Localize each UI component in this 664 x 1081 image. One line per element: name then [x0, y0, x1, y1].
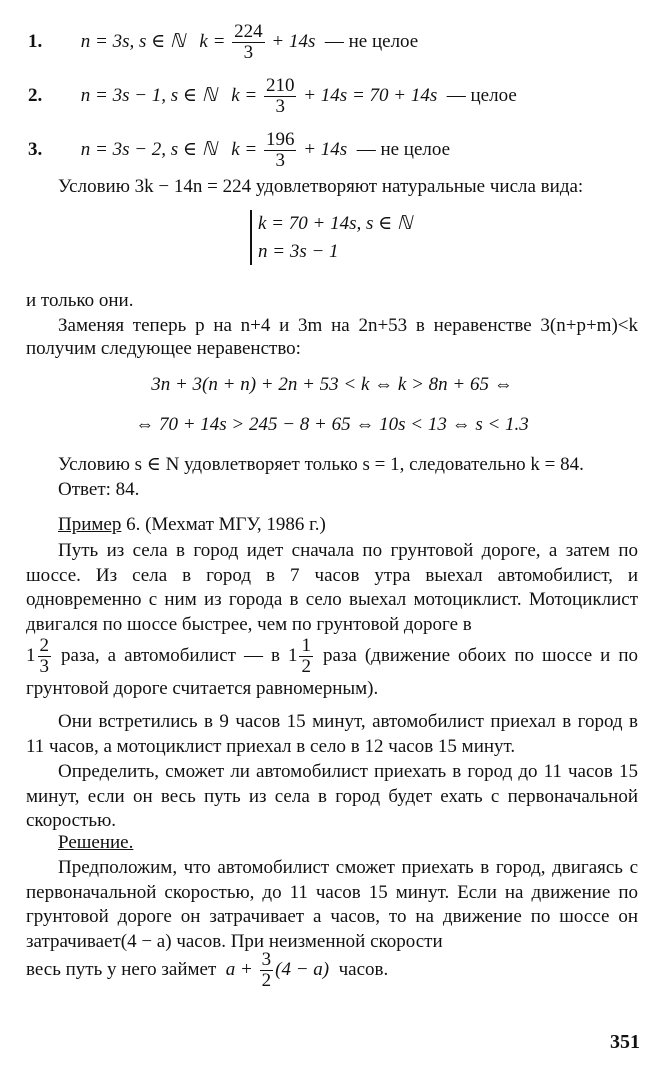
- case-1: [28, 22, 418, 63]
- case-number: 3.: [28, 138, 43, 160]
- problem-text-b: раза, а автомобилист — в: [61, 644, 280, 666]
- solution-paragraph: Предположим, что автомобилист сможет приехать в город, двигаясь с первоначальной скоростью, до 11 часов 15 минут. Если на движение по грунтовой дороге он затрачивает a часов, то на движение по шоссе он затрачивает(4 − a) часов. При неизменной скорости: [26, 857, 638, 953]
- case-2: [28, 76, 517, 117]
- problem-paragraph-1-cont: [26, 636, 638, 702]
- only-them-text: и только они.: [26, 290, 134, 311]
- condition-s: Условию s ∈ N удовлетворяет только s = 1, следовательно k = 84.: [58, 454, 584, 475]
- case-number: 1.: [28, 30, 43, 52]
- last-a: a +: [225, 958, 253, 980]
- k-label: k =: [231, 84, 258, 106]
- fraction-three-halves: $\frac{3}{2}$: [261, 949, 272, 991]
- last-text: весь путь у него займет: [26, 958, 217, 980]
- example-label: Пример: [58, 514, 122, 535]
- case-condition: n = 3s − 2, s ∈ ℕ: [80, 138, 217, 160]
- problem-paragraph-3: Определить, сможет ли автомобилист приехать в город до 11 часов 15 минут, если он весь путь из села в город будет ехать с первоначальной скоростью.: [26, 761, 638, 832]
- case-condition: n = 3s − 1, s ∈ ℕ: [80, 84, 217, 106]
- equation-system: [250, 210, 412, 265]
- last-paren: (4 − a): [275, 958, 330, 980]
- problem-text-c: раза (движение обоих по шоссе и по грунтовой дороге считается равномерным).: [26, 644, 639, 699]
- k-tail: + 14s: [271, 30, 316, 52]
- inequality-2: ⇔ 70 + 14s > 245 − 8 + 65 ⇔ 10s < 13 ⇔ s < 1.3: [135, 414, 529, 435]
- solution-last-line: [26, 950, 638, 991]
- mixed-number-2: 1 $\frac{1}{2}$: [287, 635, 311, 677]
- k-label: k =: [231, 138, 258, 160]
- solution-label: Решение.: [58, 832, 134, 853]
- fraction: $\frac{210}{3}$: [265, 75, 295, 117]
- case-condition: n = 3s, s ∈ ℕ: [80, 30, 186, 52]
- solution-heading: [26, 832, 638, 855]
- inequality-1: 3n + 3(n + n) + 2n + 53 < k ⇔ k > 8n + 65 ⇔: [151, 374, 513, 395]
- problem-paragraph-2: Они встретились в 9 часов 15 минут, автомобилист приехал в город в 11 часов, а мотоциклист приехал в село в 12 часов 15 минут.: [26, 711, 638, 757]
- mixed-number-1: 1 $\frac{2}{3}$: [26, 635, 49, 677]
- problem-paragraph-1: [26, 539, 638, 638]
- k-label: k =: [199, 30, 226, 52]
- fraction: $\frac{196}{3}$: [265, 129, 295, 171]
- problem-text-a: Путь из села в город идет сначала по грунтовой дороге, а затем по шоссе. Из села в город в 7 часов утра выехал автомобилист, и одновременно с ним из города в село выехал мотоциклист. Мотоциклист двигался по шоссе быстрее, чем по грунтовой дороге в: [26, 540, 638, 636]
- case-result: — не целое: [356, 138, 451, 160]
- replace-paragraph: Заменяя теперь p на n+4 и 3m на 2n+53 в неравенстве 3(n+p+m)<k получим следующее неравенство:: [26, 315, 638, 359]
- case-result: — не целое: [324, 30, 419, 52]
- k-tail: + 14s = 70 + 14s: [303, 84, 438, 106]
- case-result: — целое: [446, 84, 517, 106]
- system-line-k: k = 70 + 14s, s ∈ ℕ: [258, 213, 413, 234]
- case-3: [28, 130, 450, 171]
- fraction: $\frac{224}{3}$: [234, 21, 263, 63]
- system-line-n: n = 3s − 1: [258, 240, 339, 262]
- answer: Ответ: 84.: [58, 479, 140, 500]
- last-end: часов.: [338, 958, 389, 980]
- page-number: 351: [610, 1031, 640, 1053]
- example-heading: [26, 514, 638, 537]
- example-source: 6. (Мехмат МГУ, 1986 г.): [121, 514, 326, 535]
- k-tail: + 14s: [303, 138, 348, 160]
- case-number: 2.: [28, 84, 43, 106]
- condition-line: Условию 3k − 14n = 224 удовлетворяют натуральные числа вида:: [58, 176, 584, 197]
